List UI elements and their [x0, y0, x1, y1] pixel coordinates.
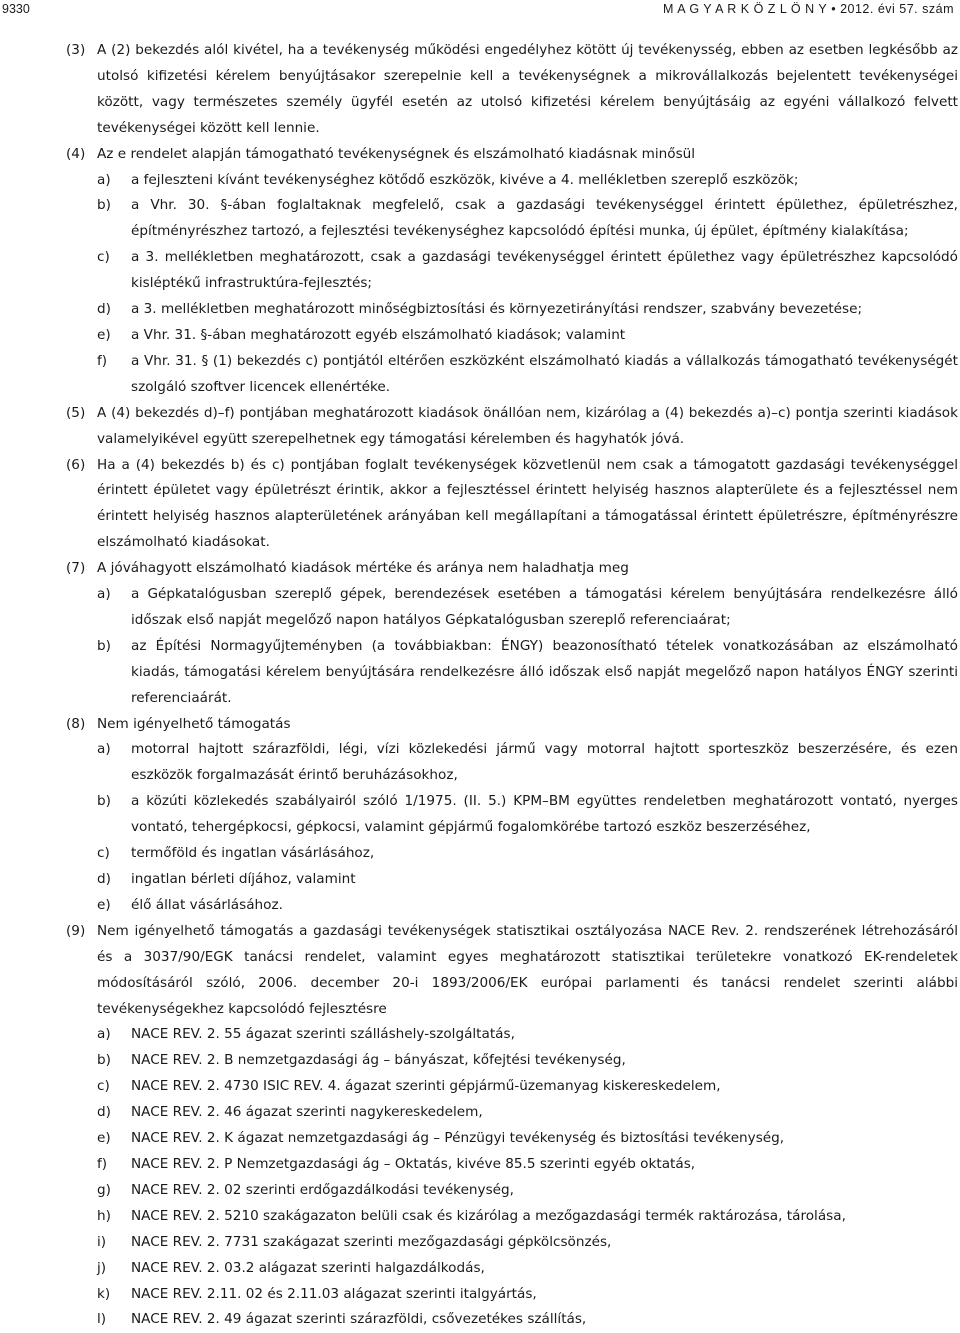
item-text: NACE REV. 2. K ágazat nemzetgazdasági ág – Pénzügyi tevékenység és biztosítási tevékenység, — [131, 1130, 785, 1147]
page-header — [0, 0, 960, 26]
list-item — [97, 168, 958, 194]
item-list — [97, 582, 958, 712]
item-text: élő állat vásárlásához. — [131, 896, 283, 913]
item-text: NACE REV. 2. P Nemzetgazdasági ág – Oktatás, kivéve 85.5 szerinti egyéb oktatás, — [131, 1155, 696, 1172]
paragraph — [66, 401, 958, 453]
list-item — [97, 582, 958, 634]
item-list — [97, 1022, 958, 1333]
item-letter: e) — [97, 896, 111, 913]
item-text: NACE REV. 2. 55 ágazat szerinti szálláshely-szolgáltatás, — [131, 1026, 515, 1043]
item-text: a Vhr. 30. §-ában foglaltaknak megfelelő, csak a gazdasági tevékenységgel érintett épülethez, épületrészhez, építményrészhez tartozó, a fejlesztési tevékenységhez kapcsolódó építési munka, új épület, építmény kialakítása; — [131, 197, 958, 240]
item-letter: g) — [97, 1181, 111, 1198]
issue-label: 2012. évi 57. szám — [840, 2, 954, 16]
item-text: a fejleszteni kívánt tevékenységhez kötődő eszközök, kivéve a 4. mellékletben szereplő eszközök; — [131, 171, 799, 188]
paragraph-text: A (2) bekezdés alól kivétel, ha a tevékenység működési engedélyhez kötött új tevékenysség, ebben az esetben legkésőbb az utolsó kifizetési kérelem benyújtásakor szerepelnie kell a tevékenységnek a mikrovállalkozás bejelentett tevékenységei között, vagy természetes személy ügyfél esetén az utolsó kifizetési kérelem benyújtásáig az egyéni vállalkozó felvett tevékenységei között kell lennie. — [97, 42, 958, 136]
journal-title — [663, 2, 954, 16]
item-letter: a) — [97, 586, 111, 603]
item-text: NACE REV. 2. 7731 szakágazat szerinti mezőgazdasági gépkölcsönzés, — [131, 1233, 612, 1250]
item-text: NACE REV. 2. 46 ágazat szerinti nagykereskedelem, — [131, 1104, 483, 1121]
item-text: a Vhr. 31. § (1) bekezdés c) pontjától eltérően eszközként elszámolható kiadás a vállalkozás támogatható tevékenységét szolgáló szoftver licencek ellenértéke. — [131, 352, 958, 395]
item-letter: i) — [97, 1233, 107, 1250]
list-item — [97, 1178, 958, 1204]
paragraph-text: Nem igényelhető támogatás a gazdasági tevékenységek statisztikai osztályozása NACE Rev. 2. rendszerének létrehozásáról és a 3037/90/EGK tanácsi rendelet, valamint egyes meghatározott statisztikai területekre vonatkozó EK-rendeletek módosításáról szóló, 2006. december 20-i 1893/2006/EK európai parlamenti és tanácsi rendelet szerinti alábbi tevékenységekhez kapcsolódó fejlesztésre — [97, 922, 958, 1017]
list-item — [97, 1126, 958, 1152]
item-letter: f) — [97, 1155, 108, 1172]
paragraph-number: (6) — [66, 456, 86, 473]
paragraph-text: A (4) bekezdés d)–f) pontjában meghatározott kiadások önállóan nem, kizárólag a (4) bekezdés a)–c) pontja szerinti kiadások valamelyikével együtt szerepelhetnek egy támogatási kérelemben és hagyhatók jóvá. — [97, 404, 958, 447]
list-item — [97, 323, 958, 349]
item-text: NACE REV. 2.11. 02 és 2.11.03 alágazat szerinti italgyártás, — [131, 1285, 537, 1302]
item-text: a Vhr. 31. §-ában meghatározott egyéb elszámolható kiadások; valamint — [131, 326, 626, 343]
item-list — [97, 168, 958, 401]
item-text: a Gépkatalógusban szereplő gépek, berendezések esetében a támogatási kérelem benyújtására rendelkezésre álló időszak első napját megelőző napon hatályos Gépkatalógusban szereplő referenciaárat; — [131, 586, 958, 628]
item-letter: e) — [97, 326, 111, 343]
item-letter: b) — [97, 793, 111, 810]
paragraph — [66, 453, 958, 557]
item-letter: h) — [97, 1207, 111, 1224]
paragraph-number: (4) — [66, 145, 86, 162]
item-text: a 3. mellékletben meghatározott, csak a gazdasági tevékenységgel érintett épülethez vagy épületrészhez kapcsolódó kisléptékű infrastruktúra-fejlesztés; — [131, 249, 958, 292]
item-letter: f) — [97, 352, 108, 369]
list-item — [97, 1100, 958, 1126]
item-text: motorral hajtott szárazföldi, légi, vízi közlekedési jármű vagy motorral hajtott sporteszköz beszerzésére, és ezen eszközök forgalmazását érintő beruházásokhoz, — [131, 741, 958, 784]
item-letter: d) — [97, 871, 111, 887]
item-letter: c) — [97, 1078, 110, 1095]
bullet-separator-icon: • — [831, 2, 837, 16]
item-text: a 3. mellékletben meghatározott minőségbiztosítási és környezetirányítási rendszer, szabvány bevezetése; — [131, 301, 863, 318]
paragraph — [66, 556, 958, 711]
item-letter: k) — [97, 1285, 111, 1302]
paragraph-number: (9) — [66, 922, 86, 939]
paragraph-number: (7) — [66, 560, 86, 577]
item-list — [97, 737, 958, 918]
item-text: NACE REV. 2. 4730 ISIC REV. 4. ágazat szerinti gépjármű-üzemanyag kiskereskedelem, — [131, 1078, 721, 1095]
list-item — [97, 1022, 958, 1048]
item-text: NACE REV. 2. 5210 szakágazaton belüli csak és kizárólag a mezőgazdasági termék raktározása, tárolása, — [131, 1207, 846, 1224]
item-letter: e) — [97, 1130, 111, 1147]
list-item — [97, 789, 958, 841]
item-letter: d) — [97, 1104, 111, 1121]
document-body — [66, 38, 958, 1333]
page-number: 9330 — [2, 2, 30, 16]
item-letter: a) — [97, 1026, 111, 1043]
list-item — [97, 737, 958, 789]
paragraph — [66, 712, 958, 919]
paragraph-text: Az e rendelet alapján támogatható tevékenységnek és elszámolható kiadásnak minősül — [97, 145, 696, 162]
item-letter: d) — [97, 301, 111, 318]
item-text: NACE REV. 2. B nemzetgazdasági ág – bányászat, kőfejtési tevékenység, — [131, 1052, 626, 1069]
paragraph — [66, 38, 958, 142]
list-item — [97, 1204, 958, 1230]
item-letter: a) — [97, 171, 111, 188]
paragraph — [66, 919, 958, 1333]
list-item — [97, 1256, 958, 1282]
list-item — [97, 1074, 958, 1100]
list-item — [97, 1307, 958, 1333]
list-item — [97, 841, 958, 867]
list-item — [97, 245, 958, 297]
item-letter: c) — [97, 845, 110, 862]
item-text: NACE REV. 2. 02 szerinti erdőgazdálkodási tevékenység, — [131, 1181, 514, 1198]
list-item — [97, 1230, 958, 1256]
list-item — [97, 634, 958, 712]
paragraph-text: Ha a (4) bekezdés b) és c) pontjában foglalt tevékenységek közvetlenül nem csak a támogatott gazdasági tevékenységgel érintett épületet vagy épületrészt érintik, akkor a fejlesztéssel érintett helyiség hasznos alapterülete és a fejlesztéssel nem érintett helyiség hasznos alapterületének arányában kell megállapítani a támogatással érintett épületrészre, építményrészre elszámolható kiadásokat. — [97, 456, 958, 551]
item-letter: b) — [97, 1052, 111, 1069]
item-text: ingatlan bérleti díjához, valamint — [131, 871, 356, 887]
item-letter: b) — [97, 637, 111, 654]
list-item — [97, 867, 958, 893]
list-item — [97, 1152, 958, 1178]
list-item — [97, 193, 958, 245]
item-letter: b) — [97, 197, 111, 214]
list-item — [97, 893, 958, 919]
paragraph-number: (8) — [66, 715, 86, 732]
item-letter: c) — [97, 249, 110, 266]
list-item — [97, 297, 958, 323]
item-letter: a) — [97, 741, 111, 758]
journal-name: M A G Y A R K Ö Z L Ö N Y — [663, 2, 828, 16]
paragraph — [66, 142, 958, 401]
paragraph-number: (5) — [66, 404, 86, 421]
item-text: a közúti közlekedés szabályairól szóló 1/1975. (II. 5.) KPM–BM együttes rendeletben meghatározott vontató, nyerges vontató, tehergépkocsi, gépkocsi, valamint gépjármű fogalomkörébe tartozó eszköz beszerzéséhez, — [131, 793, 958, 836]
paragraph-text: Nem igényelhető támogatás — [97, 715, 291, 732]
item-text: termőföld és ingatlan vásárlásához, — [131, 845, 375, 862]
paragraph-number: (3) — [66, 42, 86, 58]
list-item — [97, 1048, 958, 1074]
item-letter: l) — [97, 1311, 107, 1328]
item-text: NACE REV. 2. 03.2 alágazat szerinti halgazdálkodás, — [131, 1259, 485, 1276]
item-letter: j) — [97, 1259, 107, 1276]
item-text: az Építési Normagyűjteményben (a továbbiakban: ÉNGY) beazonosítható tételek vonatkozásában az elszámolható kiadás, támogatási kérelem benyújtására rendelkezésre álló időszak első napját megelőző napon hatályos ÉNGY szerinti referenciaárát. — [131, 637, 958, 706]
item-text: NACE REV. 2. 49 ágazat szerinti szárazföldi, csővezetékes szállítás, — [131, 1311, 587, 1328]
paragraph-text: A jóváhagyott elszámolható kiadások mértéke és aránya nem haladhatja meg — [97, 560, 629, 577]
list-item — [97, 349, 958, 401]
list-item — [97, 1282, 958, 1308]
